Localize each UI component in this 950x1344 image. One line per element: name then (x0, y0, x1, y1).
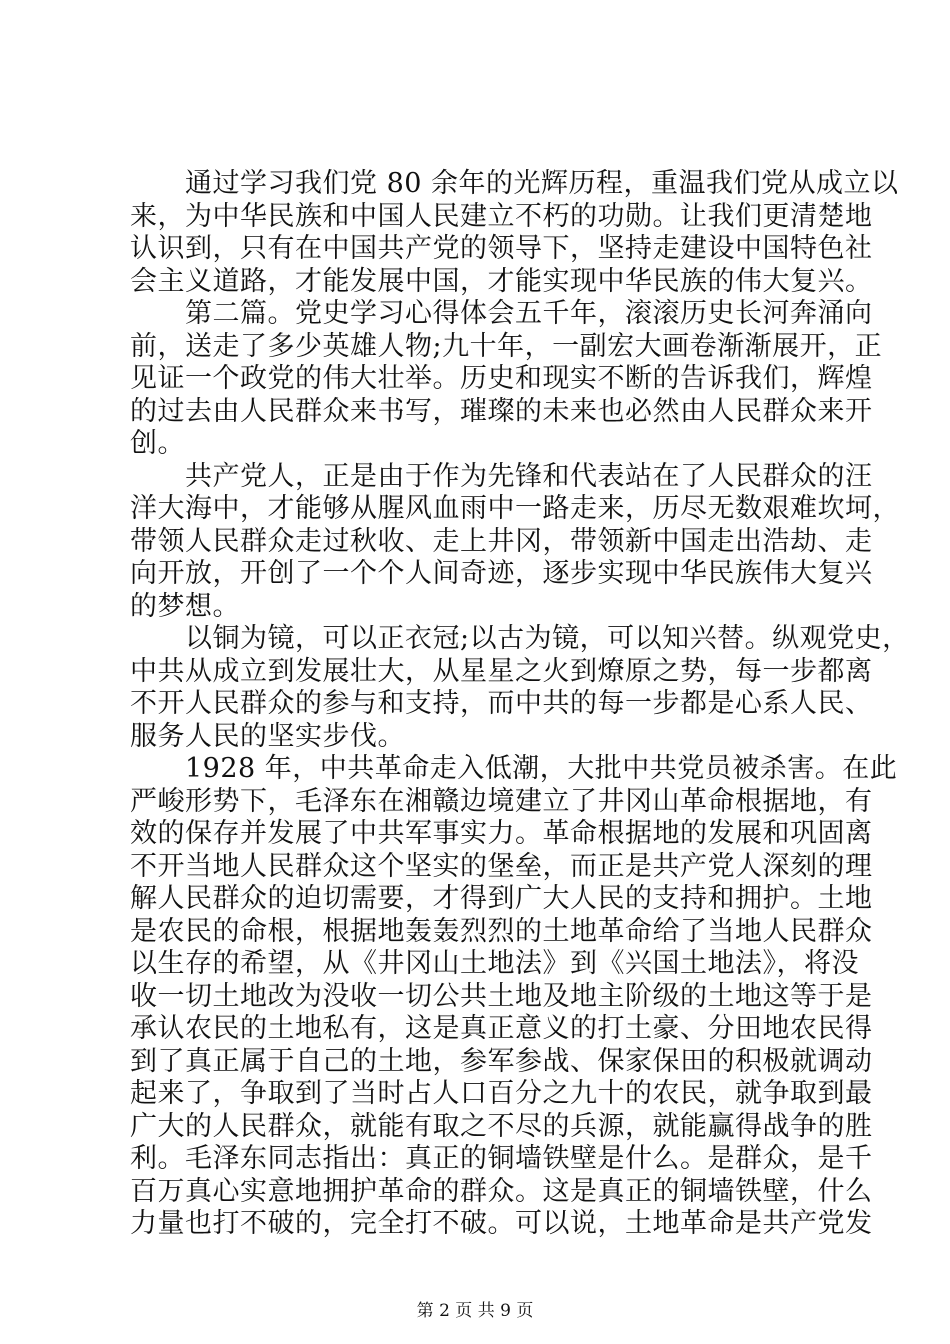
document-body (130, 168, 910, 1241)
text-line: 的过去由人民群众来书写，璀璨的未来也必然由人民群众来开 (130, 395, 873, 427)
text-line: 解人民群众的迫切需要，才得到广大人民的支持和拥护。土地 (130, 883, 873, 914)
text-line: 1928 年，中共革命走入低潮，大批中共党员被杀害。在此 (130, 753, 898, 784)
text-line: 认识到，只有在中国共产党的领导下，坚持走建设中国特色社 (130, 233, 873, 264)
text-line: 是农民的命根，根据地轰轰烈烈的土地革命给了当地人民群众 (130, 915, 873, 947)
text-line: 的梦想。 (130, 590, 240, 622)
text-line: 中共从成立到发展壮大，从星星之火到燎原之势，每一步都离 (130, 655, 873, 687)
text-line: 会主义道路，才能发展中国，才能实现中华民族的伟大复兴。 (130, 265, 873, 297)
text-line: 承认农民的土地私有，这是真正意义的打土豪、分田地农民得 (130, 1013, 873, 1044)
text-line: 严峻形势下，毛泽东在湘赣边境建立了井冈山革命根据地，有 (130, 785, 873, 817)
text-line: 第二篇。党史学习心得体会五千年，滚滚历史长河奔涌向 (130, 298, 873, 329)
text-line: 洋大海中，才能够从腥风血雨中一路走来，历尽无数艰难坎坷， (130, 493, 900, 524)
text-line: 带领人民群众走过秋收、走上井冈，带领新中国走出浩劫、走 (130, 525, 873, 557)
text-line: 通过学习我们党 80 余年的光辉历程，重温我们党从成立以 (130, 168, 899, 199)
text-line: 共产党人，正是由于作为先锋和代表站在了人民群众的汪 (130, 460, 873, 492)
text-line: 见证一个政党的伟大壮举。历史和现实不断的告诉我们，辉煌 (130, 363, 873, 394)
text-line: 利。毛泽东同志指出：真正的铜墙铁壁是什么。是群众，是千 (130, 1143, 873, 1174)
text-line: 收一切土地改为没收一切公共土地及地主阶级的土地这等于是 (130, 980, 873, 1012)
text-line: 不开人民群众的参与和支持，而中共的每一步都是心系人民、 (130, 688, 873, 719)
text-line: 到了真正属于自己的土地，参军参战、保家保田的积极就调动 (130, 1045, 873, 1077)
text-line: 前，送走了多少英雄人物;九十年，一副宏大画卷渐渐展开，正 (130, 330, 883, 362)
text-line: 不开当地人民群众这个坚实的堡垒，而正是共产党人深刻的理 (130, 850, 873, 882)
text-line: 广大的人民群众，就能有取之不尽的兵源，就能赢得战争的胜 (130, 1110, 873, 1142)
text-line: 向开放，开创了一个个人间奇迹，逐步实现中华民族伟大复兴 (130, 558, 873, 589)
text-line: 以铜为镜，可以正衣冠;以古为镜，可以知兴替。纵观党史， (130, 623, 910, 654)
text-line: 服务人民的坚实步伐。 (130, 720, 405, 752)
text-line: 以生存的希望，从《井冈山土地法》到《兴国土地法》，将没 (130, 948, 859, 979)
text-line: 创。 (130, 428, 185, 459)
text-line: 来，为中华民族和中国人民建立不朽的功勋。让我们更清楚地 (130, 200, 873, 232)
page-footer: 第 2 页 共 9 页 (416, 1301, 534, 1321)
text-line: 起来了，争取到了当时占人口百分之九十的农民，就争取到最 (130, 1078, 873, 1109)
text-line: 效的保存并发展了中共军事实力。革命根据地的发展和巩固离 (130, 818, 873, 849)
text-line: 力量也打不破的，完全打不破。可以说，土地革命是共产党发 (130, 1208, 873, 1239)
text-line: 百万真心实意地拥护革命的群众。这是真正的铜墙铁壁，什么 (130, 1175, 873, 1207)
